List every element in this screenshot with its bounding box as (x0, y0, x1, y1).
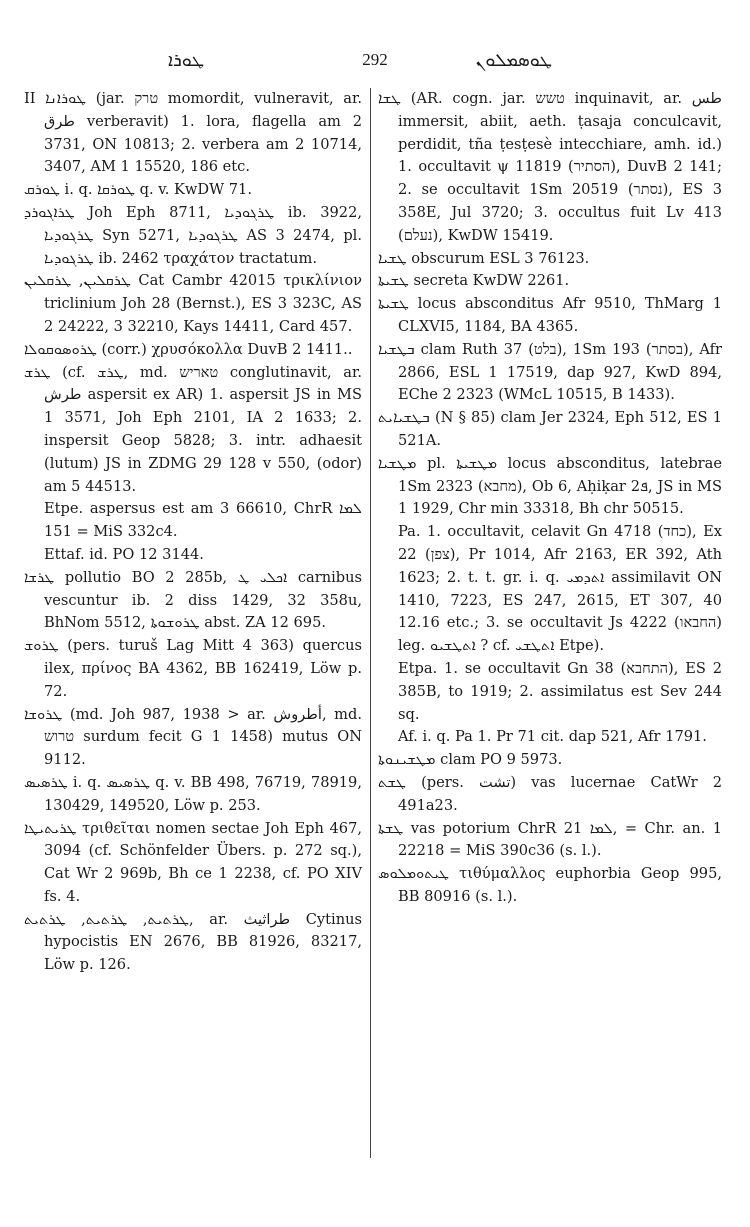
dictionary-subentry: Pa. 1. occultavit, celavit Gn 4718 (כחד), Ex 22 (צפן), Pr 1014, Afr 2163, ER 392, Ath 1623; 2. t. t. gr. i. q. ܐܬܕܡܝ assimilavit ON 1410, 7223, ES 247, 2615, ET 307, 40 12.16 etc.; 3. se occultavit Js 4222 (החבאו) leg. ܐܬܛܫܝܘ ? cf. ܐܬܛܫܝ Etpe). (398, 523, 723, 655)
dictionary-entry: ܛܪܫܐ pollutio BO 2 285b, ܐܟܠܝ ܛ carnibus vescuntur ib. 2 diss 1429, 32 358u, BhNom 5512, ܛܪܘܫܘܬܐ abst. ZA 12 695. (24, 568, 362, 632)
dictionary-subentry: Etpe. aspersus est am 3 66610, ChrR ܠܡܐ 151 = MiS 332c4. (44, 500, 362, 541)
dictionary-entry: ܛܫܝܐ obscurum ESL 3 76123. (378, 249, 590, 267)
dictionary-entry: ܛܪܘܫ (pers. turuš Lag Mitt 4 363) quercus ilex, πρίνος BA 4362, BB 162419, Löw p. 72. (24, 637, 362, 700)
dictionary-entry: ܛܝܬܘܡܠܘܣ τιθύμαλλος euphorbia Geop 995, BB 80916 (s. l.). (378, 865, 722, 905)
dictionary-entry: ܛܪܝܬܝܛܐ τριθεῖται nomen sectae Joh Eph 467, 3094 (cf. Schönfelder Übers. p. 272 sq.), Cat Wr 2 969b, Bh ce 1 2238, cf. PO XIV fs. 4. (24, 819, 362, 905)
dictionary-entry: ܛܪܐܓܘܪܕ Joh Eph 8711, ܛܪܓܘܕܝܐ ib. 3922, ܛܪܓܘܕܝܐ Syn 5271, ܛܪܓܘܕܝܐ AS 3 2474, pl. ܛܪܓܘܕܝܐ ib. 2462 τραχάτον tractatum. (24, 203, 362, 267)
dictionary-entry: ܡܛܫܝܐ pl. ܡܛܫܝܬܐ locus absconditus, latebrae 1Sm 2323 (מחבא), Ob 6, Aḥiḳar ܦ2, JS in MS 1 1929, Chr min 33318, Bh chr 50515. (378, 454, 722, 518)
left-column (24, 88, 362, 977)
dictionary-entry: ܒܛܫܝܐ clam Ruth 37 (בלט), 1Sm 193 (בסתר), Afr 2866, ESL 1 17519, dap 927, KwD 894, EChe 2 2323 (WMcL 10515, B 1433). (378, 340, 722, 404)
dictionary-entry: ܛܫܝܬܐ secreta KwDW 2261. (378, 272, 570, 290)
page-number: 292 (362, 50, 388, 69)
header-left-catchword: ܛܘܪܐ (168, 50, 205, 71)
dictionary-entry: ܛܘܪܩ i. q. ܛܘܪܩܐ q. v. KwDW 71. (24, 181, 252, 199)
dictionary-entry: ܒܛܫܝܐܝܬ (N § 85) clam Jer 2324, Eph 512, ES 1 521A. (378, 409, 722, 449)
dictionary-subentry: Etpa. 1. se occultavit Gn 38 (התחבא), ES 2 385B, to 1919; 2. assimilatus est Sev 244 sq. (398, 659, 723, 723)
dictionary-entry: ܛܫܝܬܐ locus absconditus Afr 9510, ThMarg 1 CLXVI5, 1184, BA 4365. (378, 295, 722, 335)
header-right-catchword: ܛܘܣܡܠܘܢ (475, 50, 552, 71)
dictionary-entry: ܛܪܘܣܘܩܘܠܐ (corr.) χρυσόκολλα DuvB 2 1411.. (24, 340, 353, 358)
dictionary-entry: ܛܪܩܠܝܢ, ܛܪܩܠܝܢ Cat Cambr 42015 τρικλίνιον triclinium Joh 28 (Bernst.), ES 3 323C, AS 2 24222, 3 32210, Kays 14411, Card 457. (24, 272, 362, 335)
page-header (0, 50, 750, 78)
dictionary-entry: ܛܪܫ (cf. ܛܪܫ, md. טאריש conglutinavit, ar. طرش aspersit ex AR) 1. aspersit JS in MS 1 3571, Joh Eph 2101, IA 2 1633; 2. inspersit Geop 5828; 3. intr. adhaesit (lutum) JS in ZDMG 29 128 v 550, (odor) am 5 44513. (24, 363, 362, 495)
dictionary-entry: II ܛܘܪܐܢܐ (jar. טרק momordit, vulneravit, ar. طرق verberavit) 1. lora, flagella am 2 3731, ON 10813; 2. verbera am 2 10714, 3407, AM 1 15520, 186 etc. (24, 90, 362, 176)
dictionary-entry: ܛܫܐ (AR. cogn. jar. טשש inquinavit, ar. طس immersit, abiit, aeth. ṭasaja conculcavit, perdidit, tña ṭesṭesè intecchiare, amh. id.) 1. occultavit ψ 11819 (הסתיר), DuvB 2 141; 2. se occultavit 1Sm 20519 (נסתר), ES 3 358E, Jul 3720; 3. occultus fuit Lv 413 (נעלם), KwDW 15419. (378, 90, 723, 244)
dictionary-entry: ܛܪܣܝܣ i. q. ܛܪܣܝܣ q. v. BB 498, 76719, 78919, 130429, 149520, Löw p. 253. (24, 773, 362, 814)
dictionary-entry: ܛܪܬܝܬ, ܛܪܬܝܬ, ܛܪܬܝܬ, ar. طراثيث Cytinus hypocistis EN 2676, BB 81926, 83217, Löw p. 126. (24, 910, 362, 974)
dictionary-entry: ܡܛܫܝܢܘܬܐ clam PO 9 5973. (378, 751, 563, 769)
dictionary-entry: ܛܫܬ (pers. تشت) vas lucernae CatWr 2 491a23. (378, 773, 722, 814)
dictionary-subentry: Ettaf. id. PO 12 3144. (44, 545, 204, 563)
dictionary-subentry: Af. i. q. Pa 1. Pr 71 cit. dap 521, Afr 1791. (398, 728, 707, 746)
right-column (378, 88, 722, 909)
dictionary-entry: ܛܪܘܫܐ (md. Joh 987, 1938 > ar. أطروش, md. טרוש surdum fecit G 1 1458) mutus ON 9112. (24, 705, 362, 769)
dictionary-entry: ܛܫܬܐ vas potorium ChrR ܠܡܐ 21, = Chr. an. 1 22218 = MiS 390c36 (s. l.). (378, 819, 722, 860)
column-divider (370, 88, 371, 1158)
